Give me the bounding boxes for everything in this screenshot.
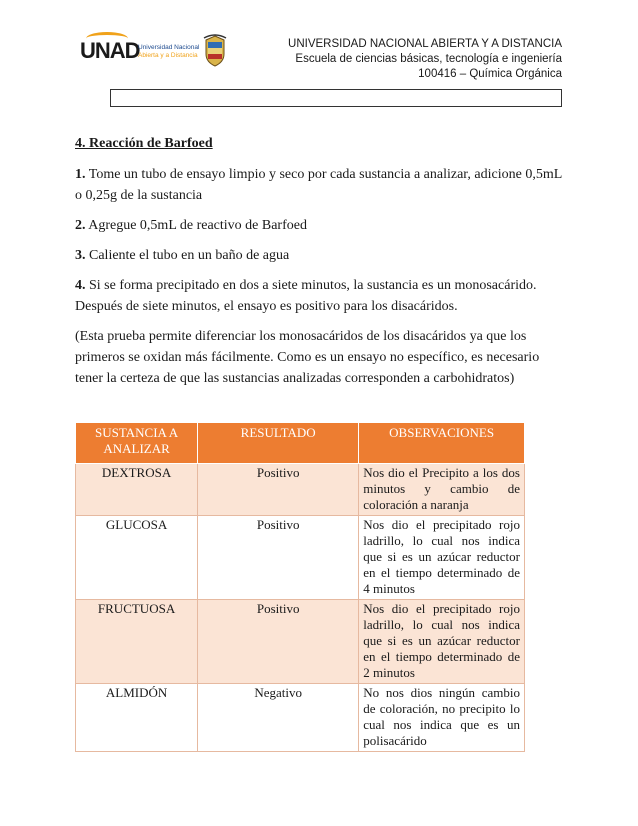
cell-substance: ALMIDÓN [76, 684, 198, 752]
column-header-observations: OBSERVACIONES [359, 423, 525, 464]
cell-result: Negativo [198, 684, 359, 752]
cell-result: Positivo [198, 516, 359, 600]
explanatory-note: (Esta prueba permite diferenciar los monosacáridos de los disacáridos ya que los primeros se oxidan más fácilmente. Como es un ensayo no específico, es necesario tener la certeza de que las sustancias analizadas corresponden a carbohidratos) [75, 329, 540, 386]
unad-logo-mark [80, 38, 140, 64]
table-header-row [76, 423, 525, 464]
document-body [75, 133, 565, 398]
cell-substance: DEXTROSA [76, 464, 198, 516]
logo-wordmark: UNAD [80, 38, 140, 63]
cell-result: Positivo [198, 464, 359, 516]
logo-swoosh [86, 32, 128, 45]
step-1 [75, 164, 565, 206]
logo-caption [138, 44, 199, 60]
university-name: UNIVERSIDAD NACIONAL ABIERTA Y A DISTANCIA [288, 38, 562, 50]
table-row [76, 516, 525, 600]
results-table [75, 422, 525, 752]
logo-caption-line2: Abierta y a Distancia [138, 52, 198, 59]
step-number: 4. [75, 278, 86, 293]
step-4 [75, 275, 565, 317]
section-title: 4. Reacción de Barfoed [75, 136, 213, 151]
cell-substance: GLUCOSA [76, 516, 198, 600]
step-number: 2. [75, 218, 86, 233]
colombia-crest-icon [202, 34, 228, 68]
step-number: 1. [75, 167, 86, 182]
step-text: Tome un tubo de ensayo limpio y seco por cada sustancia a analizar, adicione 0,5mL o 0,25g de la sustancia [75, 167, 562, 203]
cell-observations: Nos dio el precipitado rojo ladrillo, lo cual nos indica que si es un azúcar reductor en el tiempo determinado de 2 minutos [359, 600, 525, 684]
table-row [76, 684, 525, 752]
step-text: Agregue 0,5mL de reactivo de Barfoed [88, 218, 307, 233]
table-row [76, 600, 525, 684]
cell-result: Positivo [198, 600, 359, 684]
column-header-result: RESULTADO [198, 423, 359, 464]
cell-observations: Nos dio el precipitado rojo ladrillo, lo cual nos indica que si es un azúcar reductor en el tiempo determinado de 4 minutos [359, 516, 525, 600]
step-text: Si se forma precipitado en dos a siete minutos, la sustancia es un monosacárido. Después de siete minutos, el ensayo es positivo para los disacáridos. [75, 278, 537, 314]
unad-logo [80, 30, 240, 76]
table-row [76, 464, 525, 516]
course-code: 100416 – Química Orgánica [418, 68, 562, 80]
cell-substance: FRUCTUOSA [76, 600, 198, 684]
cell-observations: No nos dios ningún cambio de coloración, no precipito lo cual nos indica que es un polisacárido [359, 684, 525, 752]
logo-caption-line1: Universidad Nacional [138, 44, 200, 51]
document-header [288, 37, 562, 82]
cell-observations: Nos dio el Precipito a los dos minutos y cambio de coloración a naranja [359, 464, 525, 516]
step-number: 3. [75, 248, 86, 263]
column-header-substance: SUSTANCIA A ANALIZAR [76, 423, 198, 464]
step-3 [75, 245, 565, 266]
step-2 [75, 215, 565, 236]
school-name: Escuela de ciencias básicas, tecnología e ingeniería [295, 53, 562, 65]
step-text: Caliente el tubo en un baño de agua [89, 248, 290, 263]
header-divider-box [110, 89, 562, 107]
